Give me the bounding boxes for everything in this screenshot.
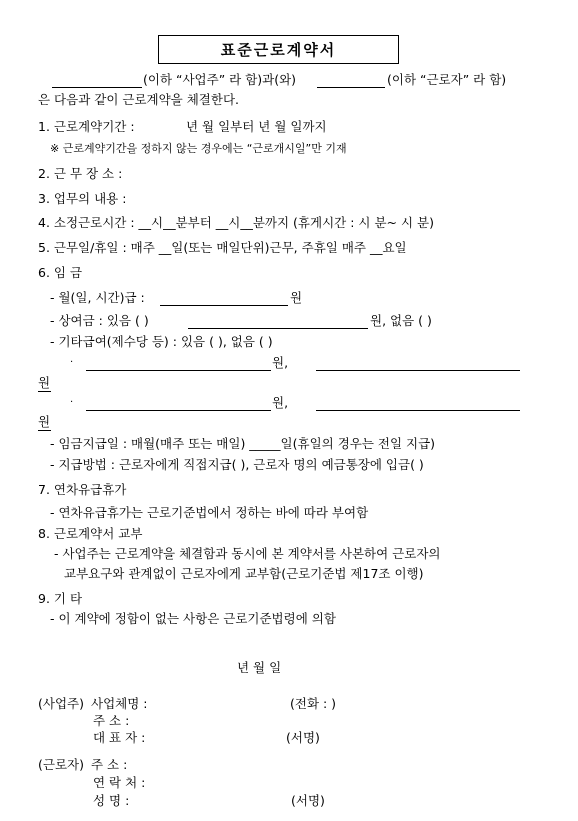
section-8-label: 8. 근로계약서 교부 [38, 526, 143, 541]
section-7-text: - 연차유급휴가는 근로기준법에서 정하는 바에 따라 부여함 [50, 505, 369, 520]
section-8-text-1: - 사업주는 근로계약을 체결함과 동시에 본 계약서를 사본하여 근로자의 [54, 546, 441, 561]
employer-role: (사업주) [38, 696, 84, 711]
section-9-text: - 이 계약에 정함이 없는 사항은 근로기준법령에 의함 [50, 611, 336, 626]
bullet-dot: · [70, 397, 74, 408]
document-title: 표준근로계약서 [158, 35, 399, 64]
wage-unit: 원 [290, 290, 303, 305]
section-1-fields: 년 월 일부터 년 월 일까지 [186, 119, 327, 134]
other-pay-blank-1a[interactable] [86, 370, 271, 371]
employer-company[interactable]: 사업체명 : [91, 696, 148, 711]
bonus-label: - 상여금 : 있음 ( ) [50, 313, 149, 328]
worker-blank[interactable] [317, 87, 385, 88]
section-1-label: 1. 근로계약기간 : [38, 119, 135, 134]
bonus-blank[interactable] [188, 328, 368, 329]
section-7-label: 7. 연차유급휴가 [38, 482, 127, 497]
section-1-note: ※ 근로계약기간을 정하지 않는 경우에는 “근로개시일”만 기재 [50, 142, 347, 155]
worker-sign[interactable]: (서명) [291, 793, 325, 808]
employer-blank[interactable] [52, 87, 142, 88]
bullet-dot: · [70, 357, 74, 368]
worker-name[interactable]: 성 명 : [93, 793, 130, 808]
payday: - 임금지급일 : 매월(매주 또는 매일) _____일(휴일의 경우는 전일 지급) [50, 436, 436, 451]
other-pay-won-1-wrap: 원 [38, 375, 51, 390]
intro-line2: 은 다음과 같이 근로계약을 체결한다. [38, 92, 239, 107]
section-6-label: 6. 임 금 [38, 265, 83, 280]
other-pay-blank-1b[interactable] [316, 370, 520, 371]
worker-role: (근로자) [38, 757, 84, 772]
other-pay-label: - 기타급여(제수당 등) : 있음 ( ), 없음 ( ) [50, 334, 273, 349]
wage-label: - 월(일, 시간)급 : [50, 290, 145, 305]
other-pay-won-1: 원, [272, 355, 289, 370]
employer-address[interactable]: 주 소 : [93, 713, 130, 728]
won-underline-2 [38, 430, 51, 431]
other-pay-blank-2a[interactable] [86, 410, 271, 411]
intro-employer-text: (이하 “사업주” 라 함)과(와) [143, 72, 297, 87]
section-8-text-2: 교부요구와 관계없이 근로자에게 교부함(근로기준법 제17조 이행) [64, 566, 424, 581]
bonus-unit: 원, 없음 ( ) [370, 313, 432, 328]
pay-method: - 지급방법 : 근로자에게 직접지급( ), 근로자 명의 예금통장에 입금( ) [50, 457, 424, 472]
wage-blank[interactable] [160, 305, 288, 306]
employer-rep[interactable]: 대 표 자 : [93, 730, 146, 745]
worker-address[interactable]: 주 소 : [91, 757, 128, 772]
contract-date[interactable]: 년 월 일 [237, 660, 282, 675]
worker-contact[interactable]: 연 락 처 : [93, 775, 146, 790]
employer-sign[interactable]: (서명) [286, 730, 320, 745]
intro-worker-text: (이하 “근로자” 라 함) [387, 72, 507, 87]
section-2: 2. 근 무 장 소 : [38, 166, 123, 181]
employer-phone[interactable]: (전화 : ) [290, 696, 337, 711]
other-pay-won-2: 원, [272, 395, 289, 410]
other-pay-won-2-wrap: 원 [38, 414, 51, 429]
other-pay-blank-2b[interactable] [316, 410, 520, 411]
won-underline-1 [38, 391, 51, 392]
section-3: 3. 업무의 내용 : [38, 191, 127, 206]
section-4: 4. 소정근로시간 : __시__분부터 __시__분까지 (휴게시간 : 시 분~ 시 분) [38, 215, 434, 230]
section-9-label: 9. 기 타 [38, 591, 83, 606]
section-5: 5. 근무일/휴일 : 매주 __일(또는 매일단위)근무, 주휴일 매주 __요일 [38, 240, 407, 255]
